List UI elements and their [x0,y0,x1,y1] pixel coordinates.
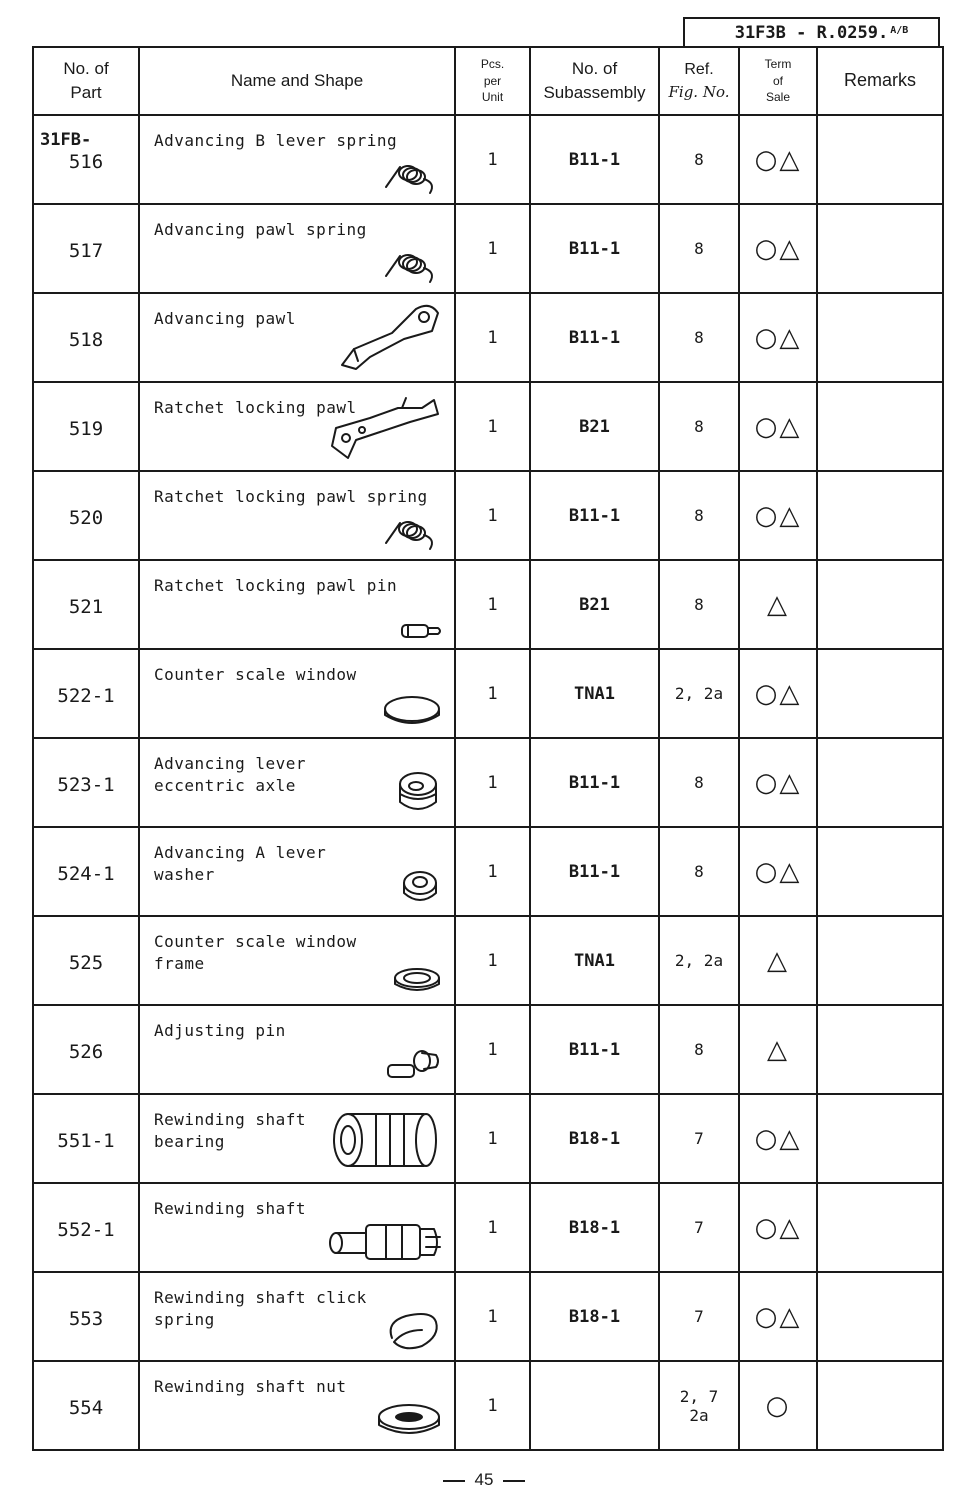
table-row [33,1183,943,1272]
subassembly-number: TNA1 [530,649,659,738]
part-number-cell [33,1005,139,1094]
part-name-cell [139,1183,455,1272]
table-row [33,1094,943,1183]
header-term-of-sale [739,47,817,115]
part-number-cell [33,115,139,204]
part-number: 521 [68,595,104,618]
term-of-sale: ○△ [739,738,817,827]
remarks-cell [817,1183,943,1272]
subassembly-number: B18-1 [530,1272,659,1361]
ref-fig-number: 8 [659,1005,739,1094]
subassembly-number: B11-1 [530,293,659,382]
table-row [33,560,943,649]
ref-fig-number: 7 [659,1094,739,1183]
part-number: 553 [68,1307,104,1330]
ref-fig-number: 8 [659,382,739,471]
remarks-cell [817,1094,943,1183]
subassembly-number: B11-1 [530,738,659,827]
part-number-cell [33,471,139,560]
subassembly-number: B21 [530,560,659,649]
part-number: 554 [68,1396,104,1419]
term-of-sale: ○△ [739,1094,817,1183]
part-name-cell [139,649,455,738]
part-number-cell [33,649,139,738]
header-part-no-line2: Part [70,83,102,102]
part-name: Ratchet locking pawl [154,398,357,417]
part-name-cell [139,738,455,827]
part-name-cell [139,1005,455,1094]
subassembly-number: B11-1 [530,204,659,293]
part-number: 516 [68,150,104,173]
part-name: Counter scale window frame [154,932,357,974]
part-number-cell [33,738,139,827]
term-of-sale: △ [739,560,817,649]
pieces-per-unit: 1 [455,293,530,382]
table-row [33,382,943,471]
part-name: Counter scale window [154,665,357,684]
header-term-line1: Term [764,56,792,71]
pieces-per-unit: 1 [455,382,530,471]
remarks-cell [817,204,943,293]
remarks-cell [817,471,943,560]
part-name: Adjusting pin [154,1021,286,1040]
part-name-cell [139,1272,455,1361]
remarks-cell [817,738,943,827]
table-row [33,649,943,738]
part-number: 524-1 [57,862,115,885]
pieces-per-unit: 1 [455,1005,530,1094]
ref-fig-number: 8 [659,827,739,916]
table-header-row [33,47,943,115]
part-name-cell [139,916,455,1005]
part-name-cell [139,827,455,916]
subassembly-number: B18-1 [530,1094,659,1183]
subassembly-number: TNA1 [530,916,659,1005]
part-name-cell [139,1094,455,1183]
header-name-and-shape: Name and Shape [139,47,455,115]
pieces-per-unit: 1 [455,1361,530,1450]
table-row [33,471,943,560]
pieces-per-unit: 1 [455,1272,530,1361]
pieces-per-unit: 1 [455,738,530,827]
pieces-per-unit: 1 [455,916,530,1005]
header-pcs-line2: per [483,73,502,88]
header-term-line2: of [772,73,783,88]
part-name: Advancing pawl spring [154,220,367,239]
header-part-no [33,47,139,115]
pieces-per-unit: 1 [455,204,530,293]
page-number-dash-left [443,1480,465,1482]
term-of-sale: ○△ [739,649,817,738]
term-of-sale: ○△ [739,382,817,471]
ref-fig-number: 8 [659,471,739,560]
table-row [33,916,943,1005]
part-name: Advancing A lever washer [154,843,327,885]
part-name: Advancing B lever spring [154,131,398,150]
part-number: 526 [68,1040,104,1063]
remarks-cell [817,1361,943,1450]
table-row [33,827,943,916]
part-number: 519 [68,417,104,440]
header-pcs-line1: Pcs. [480,56,505,71]
header-subassembly [530,47,659,115]
part-number-cell [33,916,139,1005]
pieces-per-unit: 1 [455,560,530,649]
part-number: 518 [68,328,104,351]
ref-fig-number: 2, 2a [659,649,739,738]
term-of-sale: ○△ [739,827,817,916]
part-name-cell [139,560,455,649]
part-number: 551-1 [57,1129,115,1152]
ref-fig-number: 8 [659,293,739,382]
term-of-sale: ○△ [739,1183,817,1272]
part-name-cell [139,293,455,382]
part-name: Advancing lever eccentric axle [154,754,306,796]
parts-table [32,46,944,1451]
subassembly-number: B11-1 [530,115,659,204]
part-name: Rewinding shaft nut [154,1377,347,1396]
term-of-sale: △ [739,916,817,1005]
header-pcs-per-unit [455,47,530,115]
ref-fig-number: 2, 2a [659,916,739,1005]
header-ref-line1: Ref. [684,61,714,79]
ref-fig-number: 8 [659,204,739,293]
table-row [33,204,943,293]
part-number: 517 [68,239,104,262]
part-number-cell [33,382,139,471]
header-part-no-line1: No. of [63,59,109,79]
part-name: Ratchet locking pawl spring [154,487,428,506]
part-name: Rewinding shaft click spring [154,1288,367,1330]
pieces-per-unit: 1 [455,1183,530,1272]
pieces-per-unit: 1 [455,827,530,916]
header-term-line3: Sale [765,90,791,105]
ref-fig-number: 7 [659,1272,739,1361]
part-number: 525 [68,951,104,974]
ref-fig-number: 2, 7 2a [659,1361,739,1450]
part-name-cell [139,204,455,293]
term-of-sale: ○ [739,1361,817,1450]
pieces-per-unit: 1 [455,1094,530,1183]
part-name: Rewinding shaft [154,1199,306,1218]
page-number [0,1470,968,1490]
term-of-sale: ○△ [739,1272,817,1361]
table-row [33,115,943,204]
ref-fig-number: 8 [659,560,739,649]
remarks-cell [817,1272,943,1361]
part-number-cell [33,560,139,649]
part-name: Advancing pawl [154,309,296,328]
part-number: 552-1 [57,1218,115,1241]
page-number-dash-right [503,1480,525,1482]
document-reference [683,17,940,47]
pieces-per-unit: 1 [455,649,530,738]
subassembly-number: B18-1 [530,1183,659,1272]
part-number-cell [33,1183,139,1272]
header-sub-line1: No. of [571,59,618,79]
header-pcs-line3: Unit [481,90,504,105]
header-ref-fig [659,47,739,115]
remarks-cell [817,560,943,649]
document-reference-suffix: A/B [890,24,909,36]
part-number-cell [33,1094,139,1183]
part-name-cell [139,1361,455,1450]
term-of-sale: △ [739,1005,817,1094]
ref-fig-number: 8 [659,738,739,827]
document-reference-text: 31F3B - R.0259. [734,23,889,43]
part-prefix: 31FB- [40,130,92,150]
part-number: 522-1 [57,684,115,707]
part-name-cell [139,471,455,560]
header-sub-line2: Subassembly [543,83,646,102]
table-row [33,738,943,827]
pieces-per-unit: 1 [455,115,530,204]
subassembly-number: B11-1 [530,1005,659,1094]
remarks-cell [817,916,943,1005]
subassembly-number: B21 [530,382,659,471]
part-number-cell [33,1361,139,1450]
term-of-sale: ○△ [739,115,817,204]
table-row [33,1005,943,1094]
part-name-cell [139,382,455,471]
part-number-cell [33,827,139,916]
remarks-cell [817,293,943,382]
subassembly-number: B11-1 [530,471,659,560]
table-row [33,293,943,382]
header-remarks: Remarks [817,47,943,115]
remarks-cell [817,827,943,916]
remarks-cell [817,1005,943,1094]
page-number-text: 45 [474,1470,494,1489]
term-of-sale: ○△ [739,471,817,560]
remarks-cell [817,649,943,738]
ref-fig-number: 7 [659,1183,739,1272]
table-row [33,1361,943,1450]
ref-fig-number: 8 [659,115,739,204]
subassembly-number [530,1361,659,1450]
header-ref-line2: Fig. No. [668,82,730,101]
part-number-cell [33,293,139,382]
term-of-sale: ○△ [739,293,817,382]
part-name: Ratchet locking pawl pin [154,576,398,595]
term-of-sale: ○△ [739,204,817,293]
table-row [33,1272,943,1361]
remarks-cell [817,382,943,471]
part-number-cell [33,204,139,293]
part-name-cell [139,115,455,204]
remarks-cell [817,115,943,204]
part-number-cell [33,1272,139,1361]
subassembly-number: B11-1 [530,827,659,916]
part-number: 523-1 [57,773,115,796]
part-number: 520 [68,506,104,529]
pieces-per-unit: 1 [455,471,530,560]
part-name: Rewinding shaft bearing [154,1110,306,1152]
